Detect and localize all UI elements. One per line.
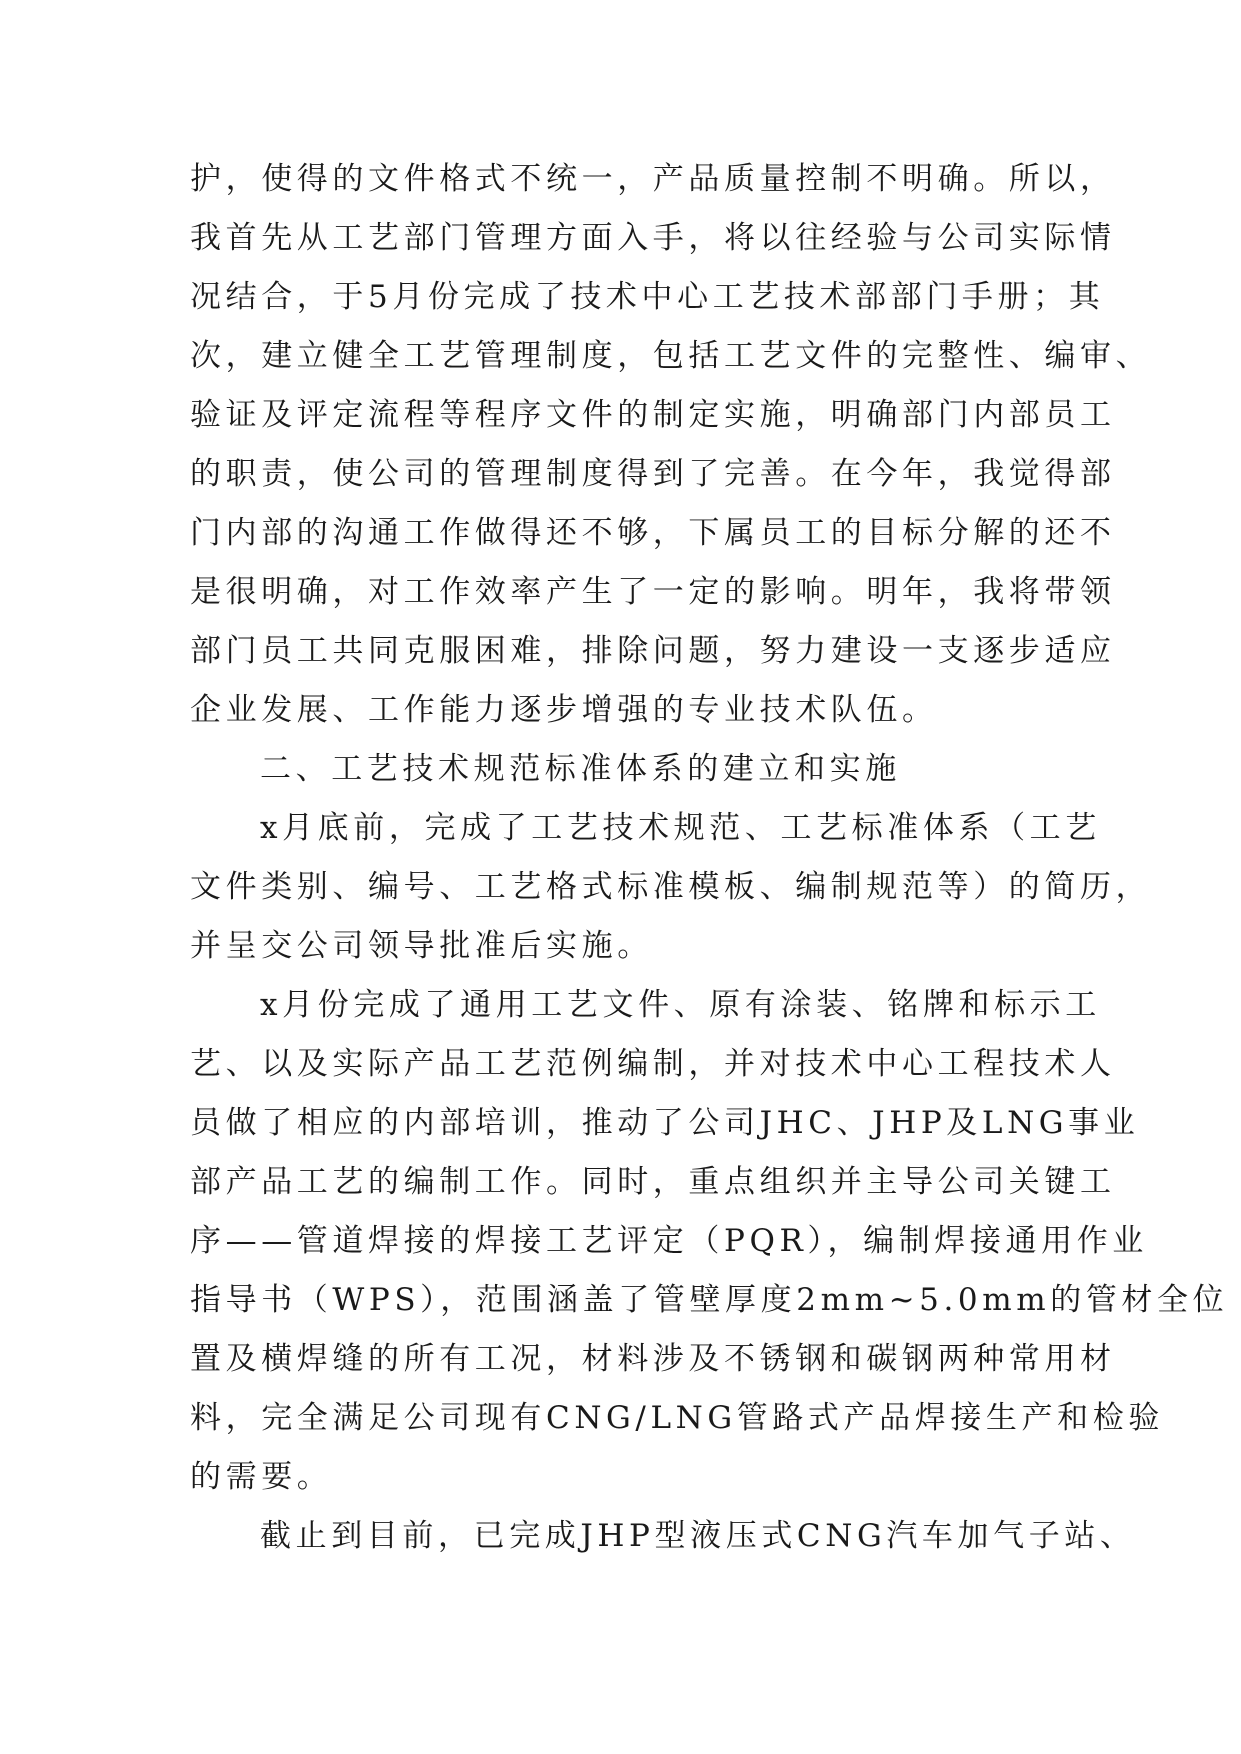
text-line: 次，建立健全工艺管理制度，包括工艺文件的完整性、编审、 xyxy=(190,338,1152,374)
text-line: 并呈交公司领导批准后实施。 xyxy=(190,928,653,964)
text-line: x月底前，完成了工艺技术规范、工艺标准体系（工艺 xyxy=(260,810,1101,846)
text-line: 护，使得的文件格式不统一，产品质量控制不明确。所以， xyxy=(190,161,1116,197)
section-heading: 二、工艺技术规范标准体系的建立和实施 xyxy=(260,751,901,787)
text-line: x月份完成了通用工艺文件、原有涂装、铭牌和标示工 xyxy=(260,987,1101,1023)
text-line: 文件类别、编号、工艺格式标准模板、编制规范等）的简历， xyxy=(190,869,1152,905)
text-line: 艺、以及实际产品工艺范例编制，并对技术中心工程技术人 xyxy=(190,1046,1116,1082)
text-line: 截止到目前，已完成JHP型液压式CNG汽车加气子站、 xyxy=(260,1518,1136,1554)
text-line: 置及横焊缝的所有工况，材料涉及不锈钢和碳钢两种常用材 xyxy=(190,1341,1116,1377)
text-line: 门内部的沟通工作做得还不够，下属员工的目标分解的还不 xyxy=(190,515,1116,551)
text-line: 验证及评定流程等程序文件的制定实施，明确部门内部员工 xyxy=(190,397,1116,433)
text-line: 部产品工艺的编制工作。同时，重点组织并主导公司关键工 xyxy=(190,1164,1116,1200)
text-line: 部门员工共同克服困难，排除问题，努力建设一支逐步适应 xyxy=(190,633,1116,669)
text-line: 的职责，使公司的管理制度得到了完善。在今年，我觉得部 xyxy=(190,456,1116,492)
text-line: 我首先从工艺部门管理方面入手，将以往经验与公司实际情 xyxy=(190,220,1116,256)
text-line: 料，完全满足公司现有CNG/LNG管路式产品焊接生产和检验 xyxy=(190,1400,1164,1436)
body-text xyxy=(190,150,1229,1566)
text-line: 企业发展、工作能力逐步增强的专业技术队伍。 xyxy=(190,692,938,728)
text-line: 是很明确，对工作效率产生了一定的影响。明年，我将带领 xyxy=(190,574,1116,610)
text-line: 指导书（WPS），范围涵盖了管壁厚度2mm~5.0mm的管材全位 xyxy=(190,1282,1229,1318)
text-line: 员做了相应的内部培训，推动了公司JHC、JHP及LNG事业 xyxy=(190,1105,1140,1141)
text-line: 的需要。 xyxy=(190,1459,333,1495)
text-line: 况结合，于5月份完成了技术中心工艺技术部部门手册；其 xyxy=(190,279,1105,315)
text-line: 序——管道焊接的焊接工艺评定（PQR），编制焊接通用作业 xyxy=(190,1223,1148,1259)
